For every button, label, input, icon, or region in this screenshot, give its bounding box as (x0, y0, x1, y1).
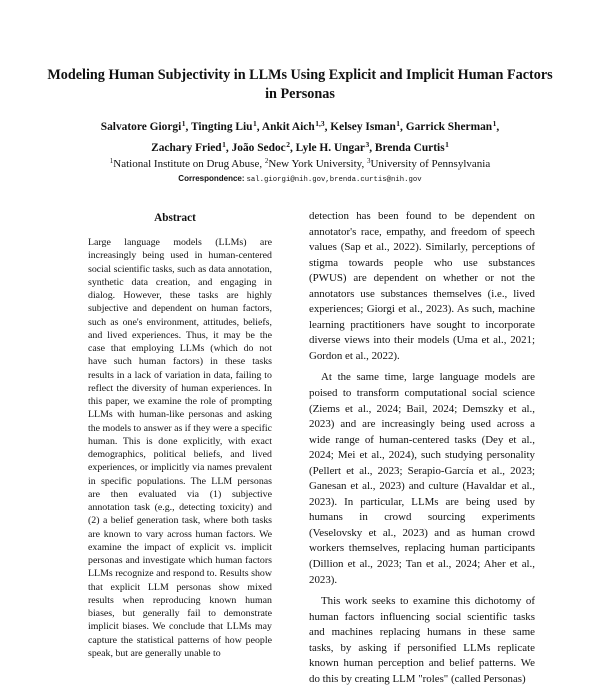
author: Ankit Aich$^{1,3}$, (261, 119, 331, 133)
affiliations (40, 154, 560, 171)
author: Salvatore Giorgi$^1$, (100, 119, 191, 133)
affiliation: $^3$University of Pennsylvania (366, 157, 491, 170)
author: Tingting Liu$^1$, (190, 119, 262, 133)
author: Kelsey Isman$^1$, (330, 119, 406, 133)
author: Brenda Curtis$^1$ (374, 140, 449, 154)
body-paragraph: detection has been found to be dependent on annotator's race, empathy, and freedom of speech values (Sap et al., 2022). Similarly, perceptions of stigma towards people who use substances (PWUS) are dependent on whether or not the annotators use substances themselves (i.e., lived experiences; Giorgi et al., 2023). As such, machine learning practitioners have sought to incorporate diverse views into their models (Uma et al., 2021; Gordon et al., 2022). (309, 210, 535, 362)
abstract-body: Large language models (LLMs) are increasingly being used in human-centered social scientific tasks, such as data annotation, synthetic data creation, and engaging in dialog. However, these tasks are highly subjective and dependent on human factors, such as one's environment, attitudes, beliefs, and lived experiences. Thus, it may be the case that employing LLMs (which do not have such human factors) in these tasks results in a lack of variation in data, failing to reflect the diversity of human experiences. In this paper, we examine the role of prompting LLMs with human-like personas and asking the models to answer as if they were a specific human. This is done explicitly, with exact demographics, political beliefs, and lived experiences, or implicitly via names prevalent in specific populations. The LLM personas are then evaluated via (1) subjective annotation task (e.g., detecting toxicity) and (2) a belief generation task, where both tasks are known to vary across human factors. We examine the impact of explicit vs. implicit personas and investigate which human factors LLMs recognize and respond to. Results show that explicit LLM personas show mixed results when reproducing known human biases, but generally fail to demonstrate implicit biases. We conclude that LLMs may capture the statistical patterns of how people speak, but are generally unable to (88, 237, 272, 659)
body-paragraph: This work seeks to examine this dichotomy of human factors influencing social scientific tasks and machines replacing humans in these same tasks, by asking if personified LLMs replicate known human perception and belief patterns. We do this by creating LLM "roles" (called Personas) (309, 595, 535, 685)
author: Lyle H. Ungar$^3$, (295, 140, 375, 154)
body-paragraph: At the same time, large language models are poised to transform computational social science (Ziems et al., 2024; Bail, 2024; Demszky et al., 2023) and are increasingly being used across a wide range of human-centered tasks (Dey et al., 2024; Mei et al., 2024), such studying personality (Pellert et al., 2023; Serapio-García et al., 2023; Ganesan et al., 2023) and culture (Havaldar et al., 2023). In particular, LLMs are being used by humans in crowd sourcing experiments (Veselovsky et al., 2023) and as human crowd workers themselves, replacing human participants (Dillion et al., 2023; Tan et al., 2024; Aher et al., 2023). (309, 371, 535, 586)
author-list (40, 115, 560, 157)
paper-title: Modeling Human Subjectivity in LLMs Using Explicit and Implicit Human Factors in Personas (47, 67, 553, 102)
correspondence-label: Correspondence: (178, 174, 245, 183)
affiliation: $^1$National Institute on Drug Abuse, (109, 157, 265, 170)
correspondence-email[interactable]: sal.giorgi@nih.gov,brenda.curtis@nih.gov (246, 176, 422, 184)
author: Zachary Fried$^1$, (151, 140, 232, 154)
body-column (309, 209, 535, 685)
abstract-heading: Abstract (154, 212, 196, 224)
author: Garrick Sherman$^1$, (405, 119, 500, 133)
author: João Sedoc$^2$, (231, 140, 296, 154)
correspondence (40, 173, 560, 186)
affiliation: $^2$New York University, (264, 157, 367, 170)
